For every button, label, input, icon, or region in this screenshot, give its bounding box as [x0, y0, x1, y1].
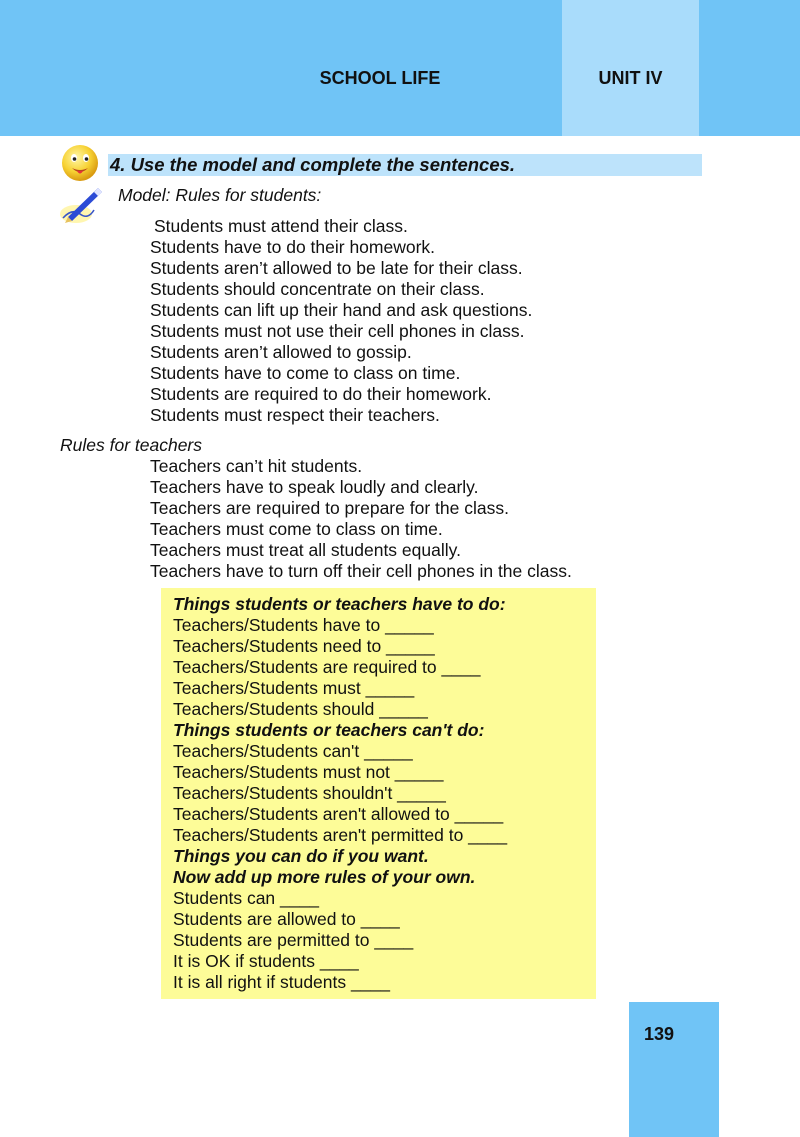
- student-rule: Students must not use their cell phones in class.: [150, 321, 525, 341]
- exercise-heading: Things students or teachers have to do:: [173, 594, 506, 614]
- exercise-line: Students can ____: [173, 888, 319, 908]
- exercise-line: Teachers/Students aren't permitted to ____: [173, 825, 508, 845]
- section-title: SCHOOL LIFE: [319, 68, 441, 88]
- exercise-line: Teachers/Students must _____: [173, 678, 415, 698]
- teacher-rule: Teachers are required to prepare for the class.: [150, 498, 509, 518]
- exercise-heading: Things you can do if you want.: [173, 846, 429, 866]
- student-rule: Students have to come to class on time.: [150, 363, 461, 383]
- exercise-line: Teachers/Students need to _____: [173, 636, 435, 656]
- student-rule: Students are required to do their homework.: [150, 384, 492, 404]
- page-number-box: [629, 1002, 719, 1137]
- exercise-line: Teachers/Students are required to ____: [173, 657, 481, 677]
- teacher-rule: Teachers must come to class on time.: [150, 519, 443, 539]
- student-rule: Students must attend their class.: [154, 216, 408, 236]
- exercise-line: Teachers/Students have to _____: [173, 615, 434, 635]
- student-rule: Students can lift up their hand and ask questions.: [150, 300, 533, 320]
- exercise-lines: [173, 594, 507, 993]
- teacher-rules-list: [150, 456, 572, 582]
- exercise-line: Teachers/Students can't _____: [173, 741, 413, 761]
- student-rules-list: [150, 216, 532, 426]
- exercise-heading: Things students or teachers can't do:: [173, 720, 485, 740]
- exercise-line: Teachers/Students should _____: [173, 699, 428, 719]
- teacher-rule: Teachers have to speak loudly and clearly.: [150, 477, 479, 497]
- exercise-line: Teachers/Students aren't allowed to _____: [173, 804, 504, 824]
- student-rule: Students have to do their homework.: [150, 237, 436, 257]
- teacher-rule: Teachers must treat all students equally.: [150, 540, 461, 560]
- exercise-line: Teachers/Students shouldn't _____: [173, 783, 446, 803]
- smiley-face-icon: [60, 143, 100, 183]
- exercise-heading: Now add up more rules of your own.: [173, 867, 476, 887]
- student-rule: Students aren’t allowed to be late for their class.: [150, 258, 523, 278]
- student-rule: Students aren’t allowed to gossip.: [150, 342, 412, 362]
- unit-label: UNIT IV: [598, 68, 663, 88]
- task-title: 4. Use the model and complete the sentences.: [110, 154, 516, 175]
- student-rule: Students must respect their teachers.: [150, 405, 440, 425]
- exercise-line: It is OK if students ____: [173, 951, 359, 971]
- exercise-line: It is all right if students ____: [173, 972, 390, 992]
- teachers-heading: Rules for teachers: [60, 435, 203, 455]
- exercise-line: Teachers/Students must not _____: [173, 762, 444, 782]
- student-rule: Students should concentrate on their class.: [150, 279, 485, 299]
- exercise-line: Students are allowed to ____: [173, 909, 400, 929]
- model-label: Model: Rules for students:: [118, 185, 322, 205]
- exercise-line: Students are permitted to ____: [173, 930, 414, 950]
- teacher-rule: Teachers have to turn off their cell phones in the class.: [150, 561, 572, 581]
- teacher-rule: Teachers can’t hit students.: [150, 456, 363, 476]
- pen-icon: [58, 184, 106, 226]
- page-number: 139: [643, 1024, 675, 1044]
